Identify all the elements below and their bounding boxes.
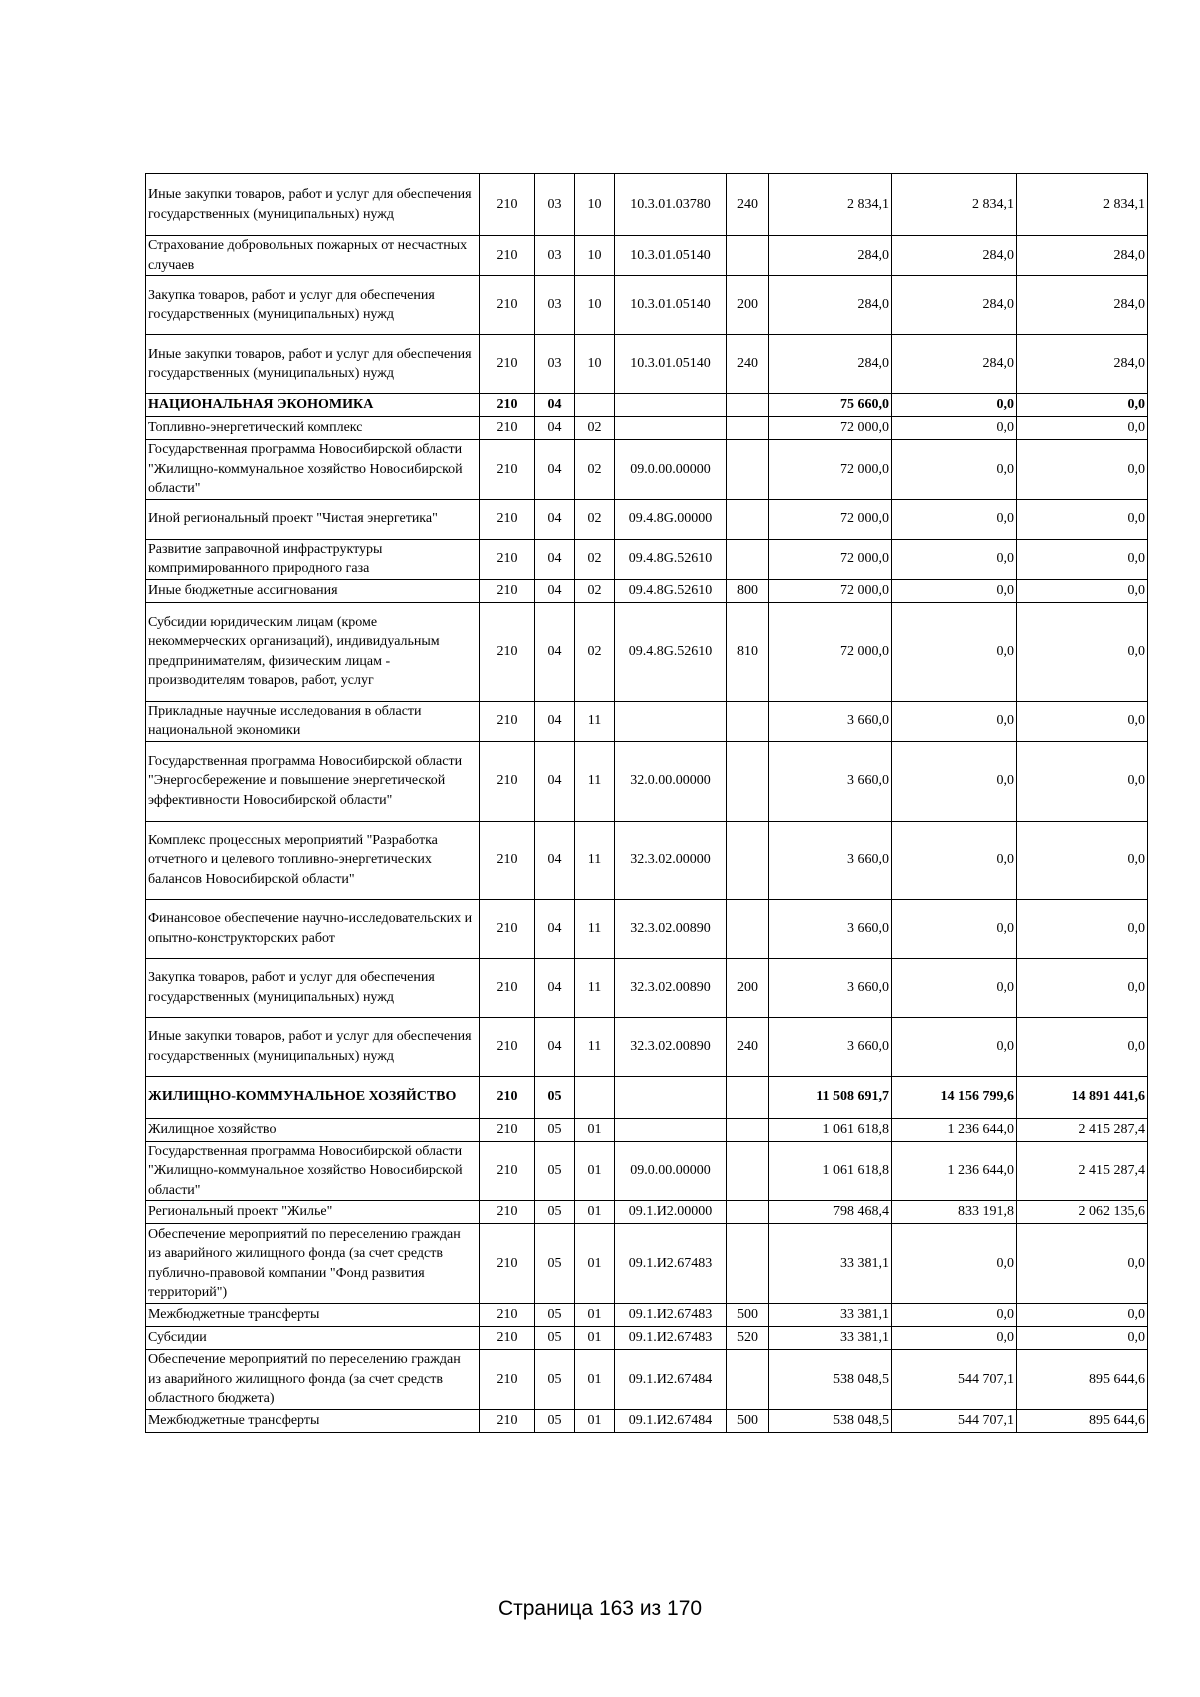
amount-year2-cell: 0,0 bbox=[892, 394, 1017, 417]
subsection-code-cell: 02 bbox=[575, 539, 615, 579]
amount-year1-cell: 1 061 618,8 bbox=[769, 1118, 892, 1141]
amount-year1-cell: 1 061 618,8 bbox=[769, 1141, 892, 1201]
subsection-code-cell: 10 bbox=[575, 236, 615, 276]
row-name-cell: Закупка товаров, работ и услуг для обеспечения государственных (муниципальных) нужд bbox=[146, 276, 480, 335]
expense-type-cell bbox=[727, 741, 769, 821]
table-row bbox=[146, 1224, 1148, 1304]
amount-year1-cell: 72 000,0 bbox=[769, 602, 892, 701]
amount-year2-cell: 1 236 644,0 bbox=[892, 1118, 1017, 1141]
subsection-code-cell: 01 bbox=[575, 1327, 615, 1350]
subsection-code-cell: 01 bbox=[575, 1409, 615, 1432]
amount-year2-cell: 0,0 bbox=[892, 821, 1017, 899]
row-name-cell: Жилищное хозяйство bbox=[146, 1118, 480, 1141]
target-article-cell: 10.3.01.05140 bbox=[615, 236, 727, 276]
amount-year2-cell: 0,0 bbox=[892, 1327, 1017, 1350]
amount-year2-cell: 284,0 bbox=[892, 236, 1017, 276]
section-code-cell: 04 bbox=[535, 701, 575, 741]
amount-year3-cell: 2 834,1 bbox=[1017, 174, 1148, 236]
section-code-cell: 04 bbox=[535, 499, 575, 539]
amount-year1-cell: 798 468,4 bbox=[769, 1201, 892, 1224]
section-code-cell: 04 bbox=[535, 958, 575, 1017]
amount-year1-cell: 33 381,1 bbox=[769, 1224, 892, 1304]
expense-type-cell bbox=[727, 1224, 769, 1304]
section-code-cell: 04 bbox=[535, 579, 575, 602]
table-row bbox=[146, 1304, 1148, 1327]
target-article-cell: 09.4.8G.52610 bbox=[615, 579, 727, 602]
amount-year3-cell: 0,0 bbox=[1017, 1017, 1148, 1076]
subsection-code-cell: 10 bbox=[575, 276, 615, 335]
table-row bbox=[146, 1076, 1148, 1118]
row-name-cell: Обеспечение мероприятий по переселению граждан из аварийного жилищного фонда (за счет средств публично-правовой компании "Фонд развития территорий") bbox=[146, 1224, 480, 1304]
ministry-code-cell: 210 bbox=[480, 701, 535, 741]
section-code-cell: 04 bbox=[535, 741, 575, 821]
table-row bbox=[146, 1141, 1148, 1201]
subsection-code-cell: 02 bbox=[575, 417, 615, 440]
ministry-code-cell: 210 bbox=[480, 821, 535, 899]
subsection-code-cell: 01 bbox=[575, 1118, 615, 1141]
row-name-cell: Иной региональный проект "Чистая энергетика" bbox=[146, 499, 480, 539]
section-code-cell: 05 bbox=[535, 1327, 575, 1350]
section-code-cell: 05 bbox=[535, 1201, 575, 1224]
table-row bbox=[146, 821, 1148, 899]
ministry-code-cell: 210 bbox=[480, 1350, 535, 1410]
section-code-cell: 05 bbox=[535, 1118, 575, 1141]
amount-year2-cell: 284,0 bbox=[892, 276, 1017, 335]
amount-year2-cell: 0,0 bbox=[892, 1017, 1017, 1076]
page-number: Страница 163 из 170 bbox=[497, 1597, 703, 1620]
amount-year2-cell: 833 191,8 bbox=[892, 1201, 1017, 1224]
expense-type-cell bbox=[727, 1076, 769, 1118]
target-article-cell bbox=[615, 417, 727, 440]
table-row bbox=[146, 499, 1148, 539]
amount-year1-cell: 538 048,5 bbox=[769, 1350, 892, 1410]
amount-year3-cell: 284,0 bbox=[1017, 236, 1148, 276]
target-article-cell: 09.1.И2.67483 bbox=[615, 1327, 727, 1350]
table-row bbox=[146, 335, 1148, 394]
amount-year1-cell: 3 660,0 bbox=[769, 701, 892, 741]
expense-type-cell bbox=[727, 539, 769, 579]
expense-type-cell: 500 bbox=[727, 1409, 769, 1432]
amount-year1-cell: 72 000,0 bbox=[769, 499, 892, 539]
section-code-cell: 03 bbox=[535, 276, 575, 335]
row-name-cell: Иные закупки товаров, работ и услуг для обеспечения государственных (муниципальных) нужд bbox=[146, 335, 480, 394]
section-code-cell: 03 bbox=[535, 335, 575, 394]
section-code-cell: 05 bbox=[535, 1304, 575, 1327]
amount-year3-cell: 895 644,6 bbox=[1017, 1409, 1148, 1432]
section-code-cell: 04 bbox=[535, 821, 575, 899]
amount-year3-cell: 0,0 bbox=[1017, 1304, 1148, 1327]
ministry-code-cell: 210 bbox=[480, 1076, 535, 1118]
amount-year1-cell: 284,0 bbox=[769, 236, 892, 276]
subsection-code-cell: 01 bbox=[575, 1201, 615, 1224]
target-article-cell bbox=[615, 701, 727, 741]
subsection-code-cell: 02 bbox=[575, 602, 615, 701]
ministry-code-cell: 210 bbox=[480, 1201, 535, 1224]
row-name-cell: Закупка товаров, работ и услуг для обеспечения государственных (муниципальных) нужд bbox=[146, 958, 480, 1017]
expense-type-cell: 520 bbox=[727, 1327, 769, 1350]
expense-type-cell bbox=[727, 440, 769, 500]
subsection-code-cell: 01 bbox=[575, 1304, 615, 1327]
subsection-code-cell: 01 bbox=[575, 1141, 615, 1201]
amount-year1-cell: 3 660,0 bbox=[769, 1017, 892, 1076]
row-name-cell: Финансовое обеспечение научно-исследовательских и опытно-конструкторских работ bbox=[146, 899, 480, 958]
amount-year3-cell: 0,0 bbox=[1017, 701, 1148, 741]
row-name-cell: Страхование добровольных пожарных от несчастных случаев bbox=[146, 236, 480, 276]
amount-year1-cell: 284,0 bbox=[769, 335, 892, 394]
section-code-cell: 03 bbox=[535, 174, 575, 236]
target-article-cell: 09.0.00.00000 bbox=[615, 440, 727, 500]
target-article-cell: 32.3.02.00000 bbox=[615, 821, 727, 899]
amount-year3-cell: 0,0 bbox=[1017, 394, 1148, 417]
ministry-code-cell: 210 bbox=[480, 499, 535, 539]
ministry-code-cell: 210 bbox=[480, 276, 535, 335]
amount-year3-cell: 0,0 bbox=[1017, 741, 1148, 821]
expense-type-cell bbox=[727, 236, 769, 276]
row-name-cell: Иные закупки товаров, работ и услуг для обеспечения государственных (муниципальных) нужд bbox=[146, 174, 480, 236]
amount-year1-cell: 3 660,0 bbox=[769, 899, 892, 958]
amount-year2-cell: 0,0 bbox=[892, 958, 1017, 1017]
table-row bbox=[146, 236, 1148, 276]
amount-year2-cell: 0,0 bbox=[892, 579, 1017, 602]
row-name-cell: Комплекс процессных мероприятий "Разработка отчетного и целевого топливно-энергетических балансов Новосибирской области" bbox=[146, 821, 480, 899]
target-article-cell: 09.0.00.00000 bbox=[615, 1141, 727, 1201]
expense-type-cell bbox=[727, 1118, 769, 1141]
expense-type-cell bbox=[727, 1350, 769, 1410]
amount-year2-cell: 0,0 bbox=[892, 602, 1017, 701]
subsection-code-cell: 10 bbox=[575, 174, 615, 236]
ministry-code-cell: 210 bbox=[480, 1224, 535, 1304]
row-name-cell: Региональный проект "Жилье" bbox=[146, 1201, 480, 1224]
amount-year1-cell: 33 381,1 bbox=[769, 1327, 892, 1350]
section-code-cell: 04 bbox=[535, 602, 575, 701]
budget-table bbox=[145, 173, 1148, 1433]
expense-type-cell: 500 bbox=[727, 1304, 769, 1327]
expense-type-cell bbox=[727, 1141, 769, 1201]
target-article-cell: 09.4.8G.00000 bbox=[615, 499, 727, 539]
target-article-cell: 32.3.02.00890 bbox=[615, 1017, 727, 1076]
section-code-cell: 04 bbox=[535, 440, 575, 500]
row-name-cell: Прикладные научные исследования в области национальной экономики bbox=[146, 701, 480, 741]
target-article-cell: 10.3.01.05140 bbox=[615, 335, 727, 394]
ministry-code-cell: 210 bbox=[480, 174, 535, 236]
target-article-cell: 09.4.8G.52610 bbox=[615, 539, 727, 579]
table-row bbox=[146, 174, 1148, 236]
amount-year2-cell: 0,0 bbox=[892, 417, 1017, 440]
ministry-code-cell: 210 bbox=[480, 1017, 535, 1076]
amount-year1-cell: 3 660,0 bbox=[769, 958, 892, 1017]
amount-year2-cell: 2 834,1 bbox=[892, 174, 1017, 236]
ministry-code-cell: 210 bbox=[480, 1304, 535, 1327]
target-article-cell: 32.3.02.00890 bbox=[615, 899, 727, 958]
table-row bbox=[146, 1409, 1148, 1432]
amount-year3-cell: 2 415 287,4 bbox=[1017, 1141, 1148, 1201]
row-name-cell: Развитие заправочной инфраструктуры компримированного природного газа bbox=[146, 539, 480, 579]
amount-year1-cell: 33 381,1 bbox=[769, 1304, 892, 1327]
section-code-cell: 03 bbox=[535, 236, 575, 276]
ministry-code-cell: 210 bbox=[480, 236, 535, 276]
amount-year2-cell: 544 707,1 bbox=[892, 1350, 1017, 1410]
ministry-code-cell: 210 bbox=[480, 440, 535, 500]
ministry-code-cell: 210 bbox=[480, 1327, 535, 1350]
section-code-cell: 04 bbox=[535, 899, 575, 958]
expense-type-cell: 810 bbox=[727, 602, 769, 701]
section-code-cell: 05 bbox=[535, 1224, 575, 1304]
table-row bbox=[146, 1118, 1148, 1141]
ministry-code-cell: 210 bbox=[480, 335, 535, 394]
amount-year2-cell: 0,0 bbox=[892, 741, 1017, 821]
row-name-cell: Государственная программа Новосибирской области "Жилищно-коммунальное хозяйство Новосибирской области" bbox=[146, 1141, 480, 1201]
expense-type-cell bbox=[727, 821, 769, 899]
table-row bbox=[146, 579, 1148, 602]
amount-year1-cell: 72 000,0 bbox=[769, 539, 892, 579]
amount-year2-cell: 544 707,1 bbox=[892, 1409, 1017, 1432]
expense-type-cell: 200 bbox=[727, 276, 769, 335]
target-article-cell: 09.1.И2.00000 bbox=[615, 1201, 727, 1224]
amount-year3-cell: 0,0 bbox=[1017, 539, 1148, 579]
amount-year3-cell: 0,0 bbox=[1017, 440, 1148, 500]
target-article-cell: 09.1.И2.67484 bbox=[615, 1409, 727, 1432]
row-name-cell: Субсидии bbox=[146, 1327, 480, 1350]
row-name-cell: Иные бюджетные ассигнования bbox=[146, 579, 480, 602]
amount-year2-cell: 284,0 bbox=[892, 335, 1017, 394]
table-row bbox=[146, 1350, 1148, 1410]
amount-year3-cell: 895 644,6 bbox=[1017, 1350, 1148, 1410]
section-code-cell: 04 bbox=[535, 539, 575, 579]
amount-year3-cell: 0,0 bbox=[1017, 899, 1148, 958]
table-row bbox=[146, 1327, 1148, 1350]
target-article-cell: 09.4.8G.52610 bbox=[615, 602, 727, 701]
table-row bbox=[146, 741, 1148, 821]
target-article-cell: 10.3.01.05140 bbox=[615, 276, 727, 335]
ministry-code-cell: 210 bbox=[480, 602, 535, 701]
target-article-cell: 09.1.И2.67483 bbox=[615, 1304, 727, 1327]
subsection-code-cell: 11 bbox=[575, 899, 615, 958]
amount-year1-cell: 72 000,0 bbox=[769, 579, 892, 602]
table-row bbox=[146, 539, 1148, 579]
subsection-code-cell bbox=[575, 394, 615, 417]
target-article-cell bbox=[615, 1118, 727, 1141]
target-article-cell bbox=[615, 1076, 727, 1118]
ministry-code-cell: 210 bbox=[480, 741, 535, 821]
amount-year2-cell: 0,0 bbox=[892, 899, 1017, 958]
amount-year1-cell: 75 660,0 bbox=[769, 394, 892, 417]
target-article-cell: 09.1.И2.67483 bbox=[615, 1224, 727, 1304]
amount-year3-cell: 0,0 bbox=[1017, 958, 1148, 1017]
expense-type-cell: 800 bbox=[727, 579, 769, 602]
subsection-code-cell: 11 bbox=[575, 958, 615, 1017]
amount-year1-cell: 284,0 bbox=[769, 276, 892, 335]
subsection-code-cell: 11 bbox=[575, 1017, 615, 1076]
amount-year1-cell: 3 660,0 bbox=[769, 821, 892, 899]
section-code-cell: 05 bbox=[535, 1141, 575, 1201]
row-name-cell: Государственная программа Новосибирской области "Энергосбережение и повышение энергетической эффективности Новосибирской области" bbox=[146, 741, 480, 821]
expense-type-cell: 240 bbox=[727, 335, 769, 394]
expense-type-cell bbox=[727, 1201, 769, 1224]
amount-year2-cell: 0,0 bbox=[892, 1224, 1017, 1304]
row-name-cell: ЖИЛИЩНО-КОММУНАЛЬНОЕ ХОЗЯЙСТВО bbox=[146, 1076, 480, 1118]
ministry-code-cell: 210 bbox=[480, 1141, 535, 1201]
row-name-cell: Топливно-энергетический комплекс bbox=[146, 417, 480, 440]
subsection-code-cell: 11 bbox=[575, 701, 615, 741]
ministry-code-cell: 210 bbox=[480, 899, 535, 958]
table-row bbox=[146, 701, 1148, 741]
amount-year3-cell: 284,0 bbox=[1017, 276, 1148, 335]
section-code-cell: 04 bbox=[535, 394, 575, 417]
amount-year2-cell: 1 236 644,0 bbox=[892, 1141, 1017, 1201]
budget-table-body bbox=[146, 174, 1148, 1433]
amount-year1-cell: 72 000,0 bbox=[769, 440, 892, 500]
target-article-cell: 32.3.02.00890 bbox=[615, 958, 727, 1017]
expense-type-cell bbox=[727, 499, 769, 539]
amount-year2-cell: 0,0 bbox=[892, 539, 1017, 579]
table-row bbox=[146, 417, 1148, 440]
amount-year1-cell: 538 048,5 bbox=[769, 1409, 892, 1432]
amount-year3-cell: 0,0 bbox=[1017, 1224, 1148, 1304]
amount-year1-cell: 72 000,0 bbox=[769, 417, 892, 440]
amount-year1-cell: 3 660,0 bbox=[769, 741, 892, 821]
amount-year1-cell: 11 508 691,7 bbox=[769, 1076, 892, 1118]
table-row bbox=[146, 958, 1148, 1017]
table-row bbox=[146, 440, 1148, 500]
ministry-code-cell: 210 bbox=[480, 417, 535, 440]
row-name-cell: Иные закупки товаров, работ и услуг для обеспечения государственных (муниципальных) нужд bbox=[146, 1017, 480, 1076]
table-row bbox=[146, 394, 1148, 417]
expense-type-cell: 240 bbox=[727, 174, 769, 236]
ministry-code-cell: 210 bbox=[480, 1409, 535, 1432]
amount-year3-cell: 0,0 bbox=[1017, 1327, 1148, 1350]
amount-year2-cell: 14 156 799,6 bbox=[892, 1076, 1017, 1118]
subsection-code-cell: 01 bbox=[575, 1224, 615, 1304]
expense-type-cell bbox=[727, 394, 769, 417]
amount-year1-cell: 2 834,1 bbox=[769, 174, 892, 236]
table-row bbox=[146, 899, 1148, 958]
target-article-cell: 09.1.И2.67484 bbox=[615, 1350, 727, 1410]
amount-year3-cell: 0,0 bbox=[1017, 499, 1148, 539]
expense-type-cell bbox=[727, 417, 769, 440]
section-code-cell: 04 bbox=[535, 417, 575, 440]
section-code-cell: 05 bbox=[535, 1076, 575, 1118]
expense-type-cell: 200 bbox=[727, 958, 769, 1017]
ministry-code-cell: 210 bbox=[480, 394, 535, 417]
amount-year2-cell: 0,0 bbox=[892, 440, 1017, 500]
section-code-cell: 04 bbox=[535, 1017, 575, 1076]
subsection-code-cell: 01 bbox=[575, 1350, 615, 1410]
row-name-cell: НАЦИОНАЛЬНАЯ ЭКОНОМИКА bbox=[146, 394, 480, 417]
amount-year2-cell: 0,0 bbox=[892, 1304, 1017, 1327]
amount-year3-cell: 284,0 bbox=[1017, 335, 1148, 394]
expense-type-cell bbox=[727, 701, 769, 741]
expense-type-cell bbox=[727, 899, 769, 958]
subsection-code-cell: 02 bbox=[575, 440, 615, 500]
ministry-code-cell: 210 bbox=[480, 579, 535, 602]
target-article-cell: 10.3.01.03780 bbox=[615, 174, 727, 236]
table-row bbox=[146, 1201, 1148, 1224]
amount-year3-cell: 0,0 bbox=[1017, 821, 1148, 899]
ministry-code-cell: 210 bbox=[480, 539, 535, 579]
target-article-cell: 32.0.00.00000 bbox=[615, 741, 727, 821]
amount-year2-cell: 0,0 bbox=[892, 701, 1017, 741]
subsection-code-cell bbox=[575, 1076, 615, 1118]
row-name-cell: Межбюджетные трансферты bbox=[146, 1304, 480, 1327]
table-row bbox=[146, 602, 1148, 701]
table-row bbox=[146, 1017, 1148, 1076]
amount-year2-cell: 0,0 bbox=[892, 499, 1017, 539]
subsection-code-cell: 10 bbox=[575, 335, 615, 394]
subsection-code-cell: 11 bbox=[575, 821, 615, 899]
amount-year3-cell: 0,0 bbox=[1017, 417, 1148, 440]
row-name-cell: Обеспечение мероприятий по переселению граждан из аварийного жилищного фонда (за счет средств областного бюджета) bbox=[146, 1350, 480, 1410]
subsection-code-cell: 02 bbox=[575, 579, 615, 602]
row-name-cell: Государственная программа Новосибирской области "Жилищно-коммунальное хозяйство Новосибирской области" bbox=[146, 440, 480, 500]
section-code-cell: 05 bbox=[535, 1350, 575, 1410]
expense-type-cell: 240 bbox=[727, 1017, 769, 1076]
amount-year3-cell: 14 891 441,6 bbox=[1017, 1076, 1148, 1118]
amount-year3-cell: 2 062 135,6 bbox=[1017, 1201, 1148, 1224]
subsection-code-cell: 02 bbox=[575, 499, 615, 539]
amount-year3-cell: 2 415 287,4 bbox=[1017, 1118, 1148, 1141]
amount-year3-cell: 0,0 bbox=[1017, 579, 1148, 602]
subsection-code-cell: 11 bbox=[575, 741, 615, 821]
ministry-code-cell: 210 bbox=[480, 958, 535, 1017]
amount-year3-cell: 0,0 bbox=[1017, 602, 1148, 701]
ministry-code-cell: 210 bbox=[480, 1118, 535, 1141]
row-name-cell: Субсидии юридическим лицам (кроме некоммерческих организаций), индивидуальным предпринимателям, физическим лицам - производителям товаров, работ, услуг bbox=[146, 602, 480, 701]
row-name-cell: Межбюджетные трансферты bbox=[146, 1409, 480, 1432]
section-code-cell: 05 bbox=[535, 1409, 575, 1432]
table-row bbox=[146, 276, 1148, 335]
target-article-cell bbox=[615, 394, 727, 417]
